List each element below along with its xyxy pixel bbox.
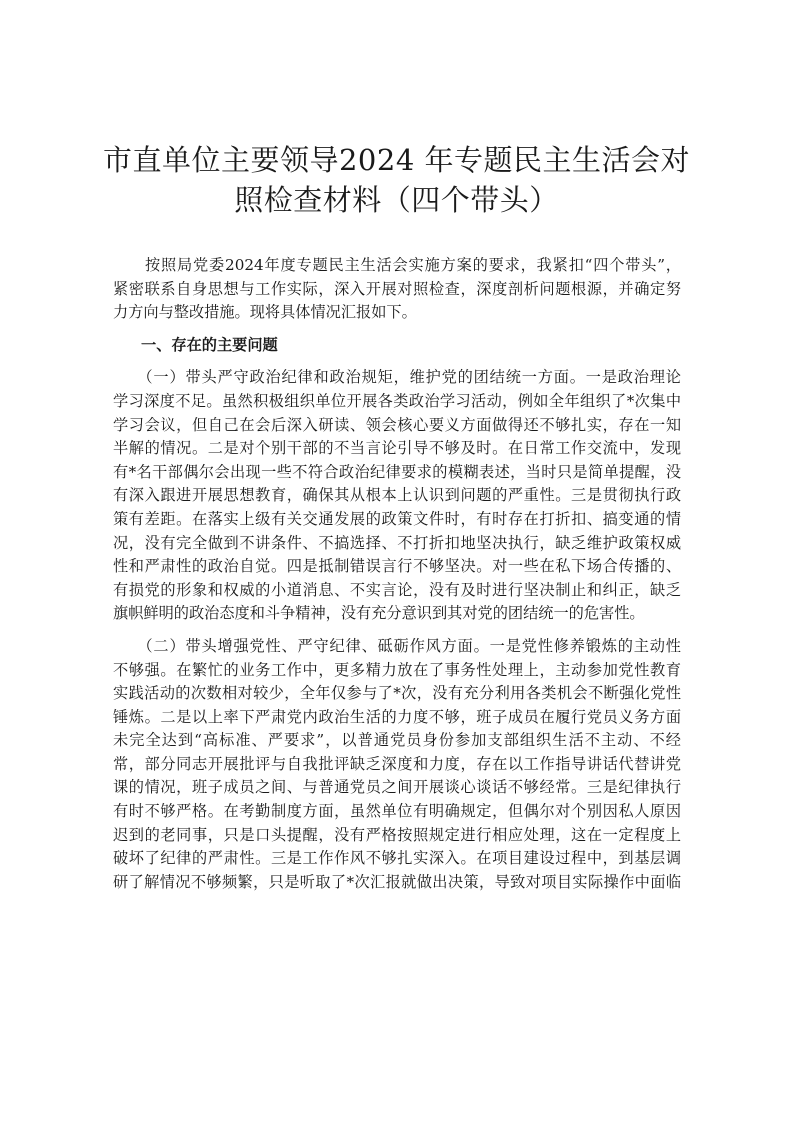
text-line: 不够强。在繁忙的业务工作中，更多精力放在了事务性处理上，主动参加党性教育 (113, 660, 681, 679)
document-title (100, 140, 693, 220)
text-line: 半解的情况。二是对个别干部的不当言论引导不够及时。在日常工作交流中，发现 (113, 439, 681, 458)
paragraph-spacer (113, 626, 681, 635)
text-line: （一）带头严守政治纪律和政治规矩，维护党的团结统一方面。一是政治理论 (113, 368, 681, 387)
text-line: 锤炼。二是以上率下严肃党内政治生活的力度不够，班子成员在履行党员义务方面 (113, 707, 681, 726)
text-line: （二）带头增强党性、严守纪律、砥砺作风方面。一是党性修养锻炼的主动性 (113, 636, 681, 655)
paragraph-political-discipline (113, 366, 681, 626)
text-line: 况，没有完全做到不讲条件、不搞选择、不打折扣地坚决执行，缺乏维护政策权威 (113, 533, 681, 552)
text-line: 实践活动的次数相对较少，全年仅参与了*次，没有充分利用各类机会不断强化党性 (113, 684, 681, 703)
intro-paragraph (113, 254, 681, 325)
text-line: 旗帜鲜明的政治态度和斗争精神，没有充分意识到其对党的团结统一的危害性。 (113, 604, 645, 623)
text-line: 破坏了纪律的严肃性。三是工作作风不够扎实深入。在项目建设过程中，到基层调 (113, 849, 681, 868)
text-line: 学习会议，但自己在会后深入研读、领会核心要义方面做得还不够扎实，存在一知 (113, 415, 681, 434)
section-heading: 一、存在的主要问题 (141, 335, 278, 354)
text-line: 策有差距。在落实上级有关交通发展的政策文件时，有时存在打折扣、搞变通的情 (113, 509, 681, 528)
text-line: 紧密联系自身思想与工作实际，深入开展对照检查，深度剖析问题根源，并确定努 (113, 279, 681, 298)
text-line: 课的情况，班子成员之间、与普通党员之间开展谈心谈话不够经常。三是纪律执行 (113, 778, 681, 797)
text-line: 常，部分同志开展批评与自我批评缺乏深度和力度，存在以工作指导讲话代替讲党 (113, 754, 681, 773)
title-line-2: 照检查材料（四个带头） (234, 183, 559, 217)
text-line: 有损党的形象和权威的小道消息、不实言论，没有及时进行坚决制止和纠正，缺乏 (113, 580, 681, 599)
text-line: 迟到的老同事，只是口头提醒，没有严格按照规定进行相应处理，这在一定程度上 (113, 825, 681, 844)
text-line: 学习深度不足。虽然积极组织单位开展各类政治学习活动，例如全年组织了*次集中 (113, 391, 681, 410)
text-line: 未完全达到“高标准、严要求”，以普通党员身份参加支部组织生活不主动、不经 (113, 731, 681, 750)
text-line: 力方向与整改措施。现将具体情况汇报如下。 (113, 303, 417, 322)
text-line: 有深入跟进开展思想教育，确保其从根本上认识到问题的严重性。三是贯彻执行政 (113, 486, 681, 505)
text-line: 有*名干部偶尔会出现一些不符合政治纪律要求的模糊表述，当时只是简单提醒，没 (113, 462, 681, 481)
document-body (113, 254, 681, 894)
text-line: 有时不够严格。在考勤制度方面，虽然单位有明确规定，但偶尔对个别因私人原因 (113, 802, 681, 821)
text-line: 性和严肃性的政治自觉。四是抵制错误言行不够坚决。对一些在私下场合传播的、 (113, 557, 681, 576)
paragraph-party-spirit (113, 635, 681, 895)
text-line: 按照局党委2024年度专题民主生活会实施方案的要求，我紧扣“四个带头”， (113, 256, 681, 274)
text-line: 研了解情况不够频繁，只是听取了*次汇报就做出决策，导致对项目实际操作中面临 (113, 872, 681, 891)
title-line-1: 市直单位主要领导2024 年专题民主生活会对 (102, 143, 691, 177)
